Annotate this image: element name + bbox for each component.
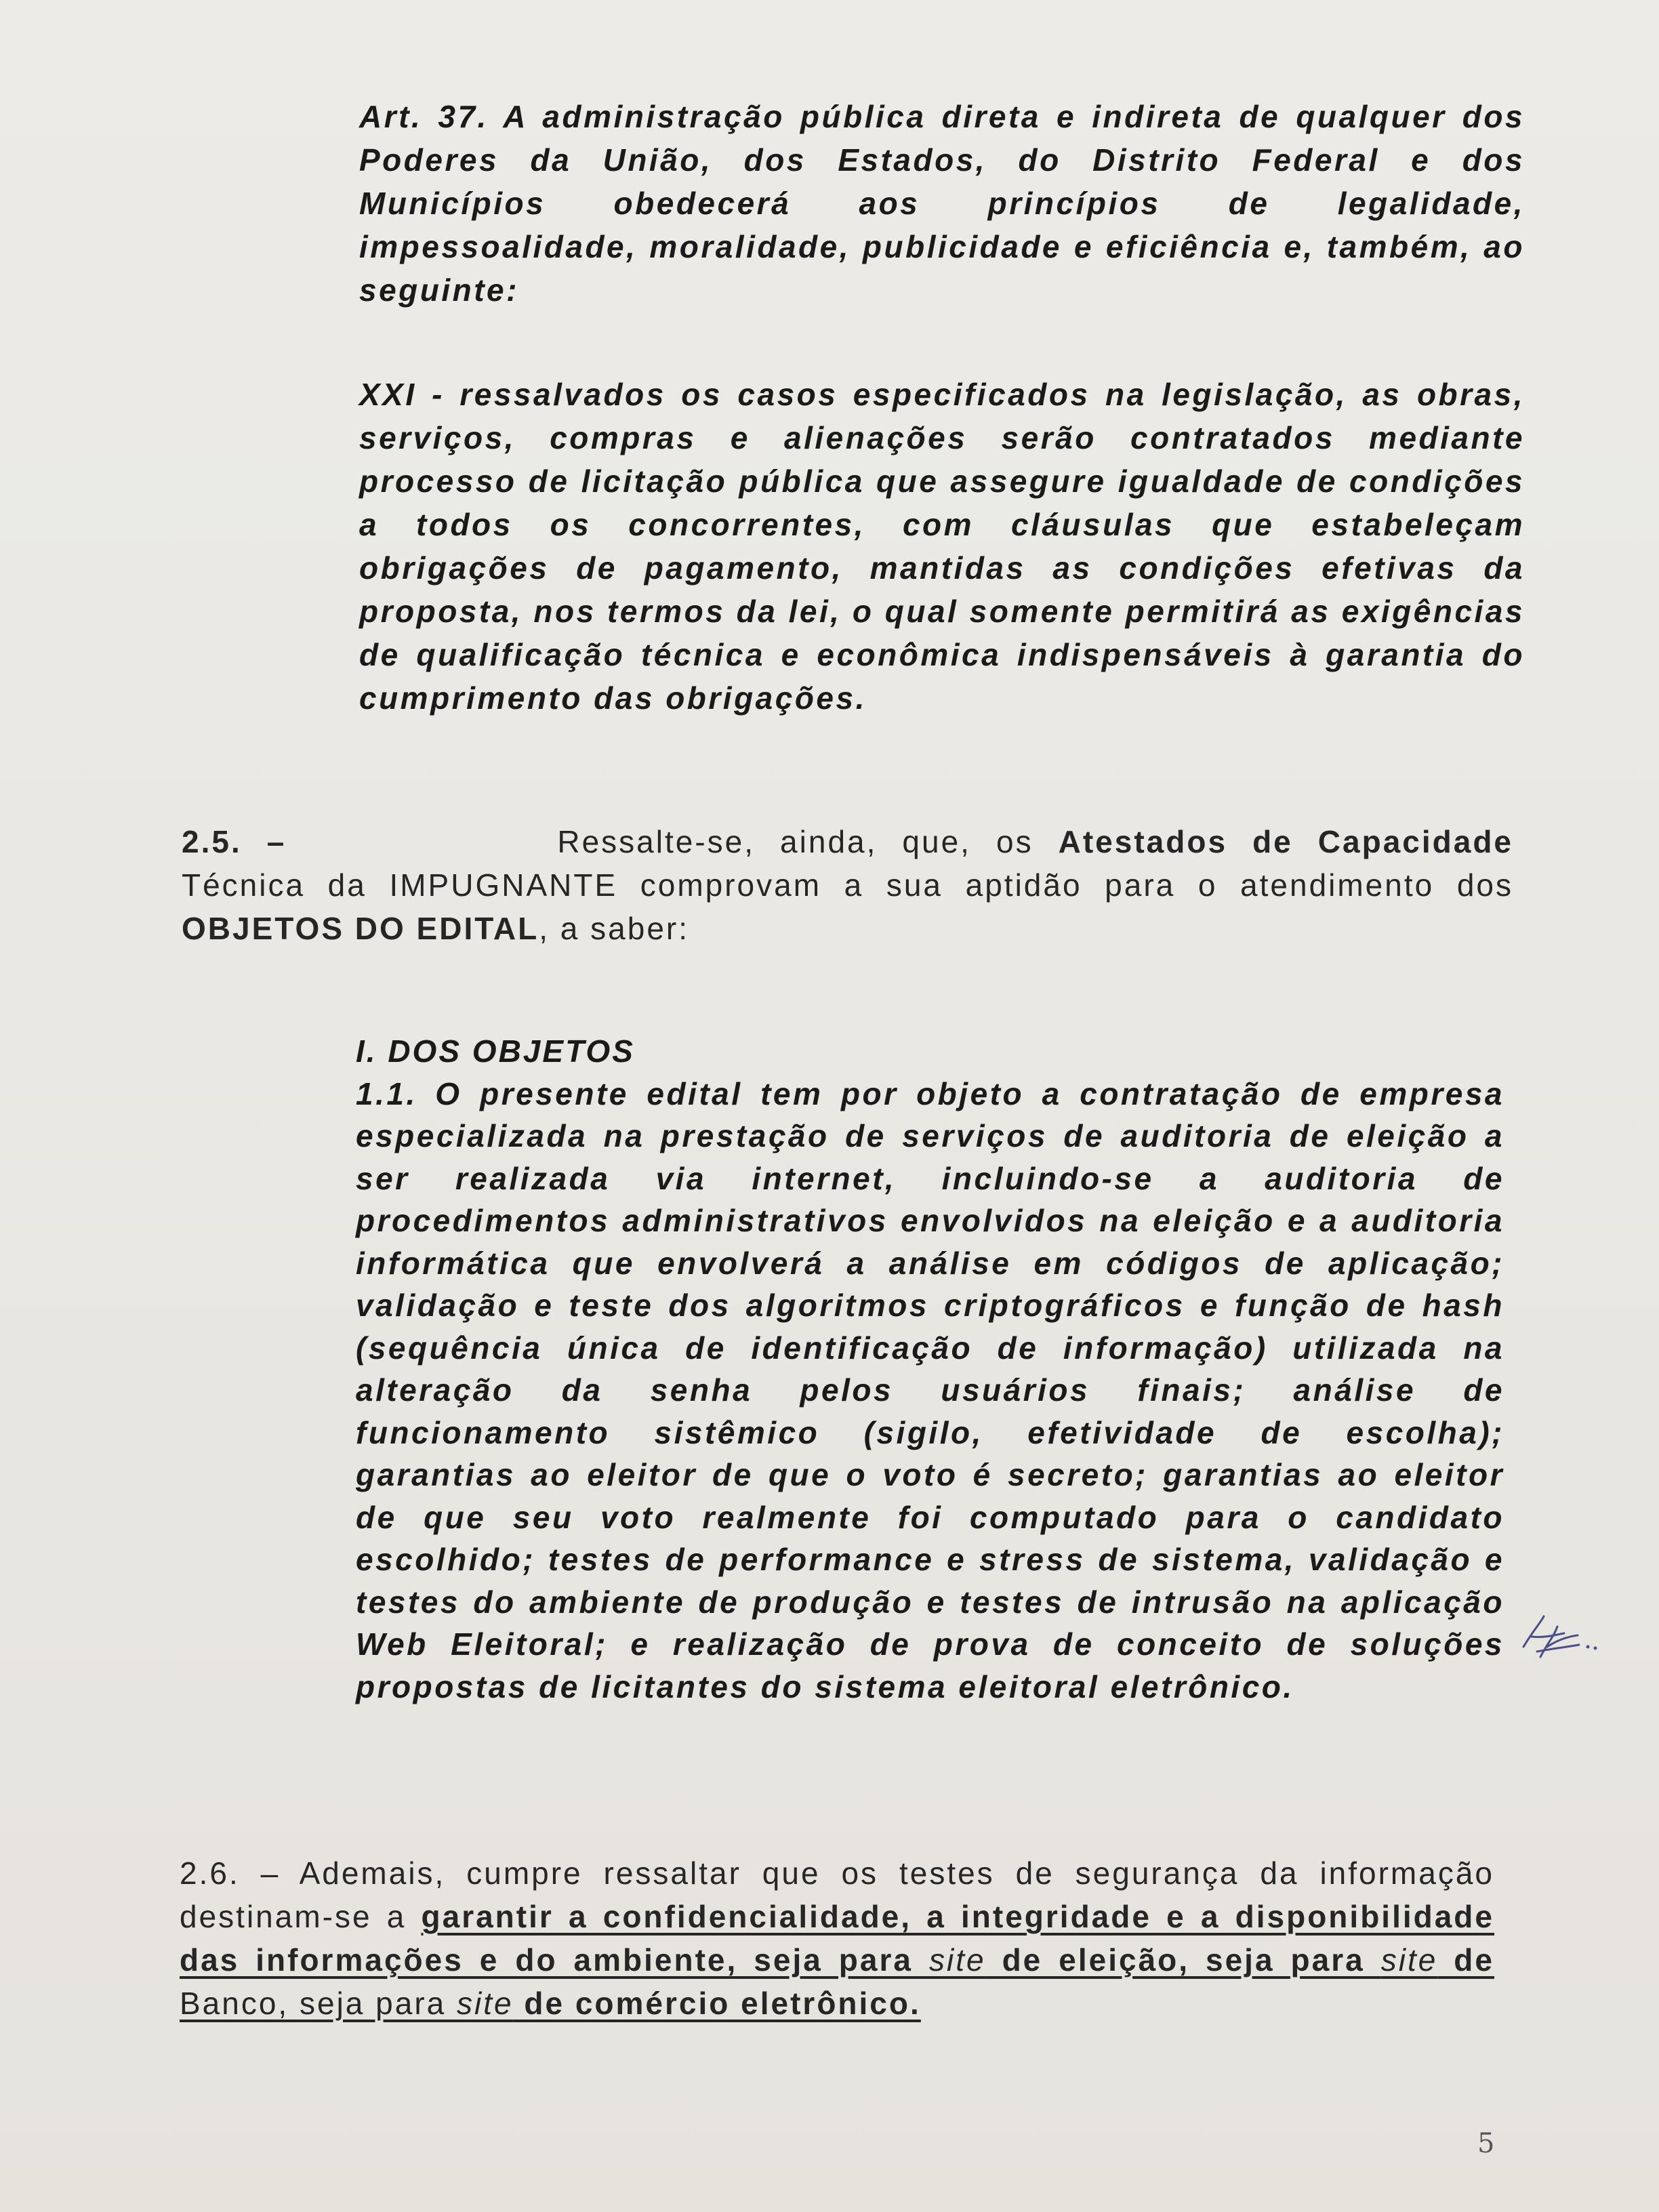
section-2-6-underlined-site-1: site (928, 1942, 986, 1978)
page-number: 5 (1477, 2128, 1495, 2159)
quote-art-37 (359, 95, 1525, 312)
handwritten-initials (1517, 1610, 1605, 1664)
art-37-text: Art. 37. A administração pública direta e indireta de qualquer dos Poderes da União, dos Estados, do Distrito Federal e dos Municípios obedecerá aos princípios de legalidade, impessoalidade, moralidade, publicidade e eficiência e, também, ao seguinte: (359, 99, 1525, 308)
section-2-6-underlined-4: de comércio eletrônico. (513, 1986, 921, 2021)
item-xxi-text: XXI - ressalvados os casos especificados na legislação, as obras, serviços, compras e alienações serão contratados mediante processo de licitação pública que assegure igualdade de condições a todos os concorrentes, com cláusulas que estabeleçam obrigações de pagamento, mantidas as condições efetivas da proposta, nos termos da lei, o qual somente permitirá as exigências de qualificação técnica e econômica indispensáveis à garantia do cumprimento das obrigações. (359, 377, 1525, 716)
quote-item-xxi (359, 373, 1525, 720)
section-2-6-underlined-3: de (1437, 1942, 1494, 1978)
section-2-5-text-3: , a saber: (539, 911, 690, 946)
section-2-6-underlined-site-2: site (1380, 1942, 1438, 1978)
section-2-5-bold-1: Atestados de Capacidade (1058, 824, 1514, 859)
section-2-5-bold-2: OBJETOS DO EDITAL (182, 911, 539, 946)
objetos-text: 1.1. O presente edital tem por objeto a contratação de empresa especializada na prestação de serviços de auditoria de eleição a ser realizada via internet, incluindo-se a auditoria de procedimentos administrativos envolvidos na eleição e a auditoria informática que envolverá a análise em códigos de aplicação; validação e teste dos algoritmos criptográficos e função de hash (sequência única de identificação de informação) utilizada na alteração da senha pelos usuários finais; análise de funcionamento sistêmico (sigilo, efetividade de escolha); garantias ao eleitor de que o voto é secreto; garantias ao eleitor de que seu voto realmente foi computado para o candidato escolhido; testes de performance e stress de sistema, validação e testes do ambiente de produção e testes de intrusão na aplicação Web Eleitoral; e realização de prova de conceito de soluções propostas de licitantes do sistema eleitoral eletrônico. (356, 1076, 1504, 1704)
section-2-5-text-2: Técnica da IMPUGNANTE comprovam a sua aptidão para o atendimento dos (182, 867, 1513, 903)
section-2-6 (180, 1851, 1494, 2025)
section-2-5-text-1: Ressalte-se, ainda, que, os (557, 824, 1059, 859)
section-2-6-underlined-banco: Banco, seja para (180, 1986, 457, 2021)
section-2-5 (182, 820, 1513, 950)
section-2-6-underlined-site-3: site (457, 1986, 514, 2021)
section-2-5-number: 2.5. – (182, 824, 287, 859)
section-2-6-text-1: 2.6. – Ademais, cumpre ressaltar que os testes de segurança da informação destinam-se a (180, 1856, 1494, 1934)
section-2-6-underlined-1: garantir a confidencialidade, a integridade e a disponibilidade das informações e do ambiente, seja para (180, 1899, 1494, 1978)
quote-dos-objetos (356, 1030, 1504, 1708)
section-2-6-underlined-2: de eleição, seja para (985, 1942, 1381, 1978)
objetos-title: I. DOS OBJETOS (356, 1033, 635, 1069)
